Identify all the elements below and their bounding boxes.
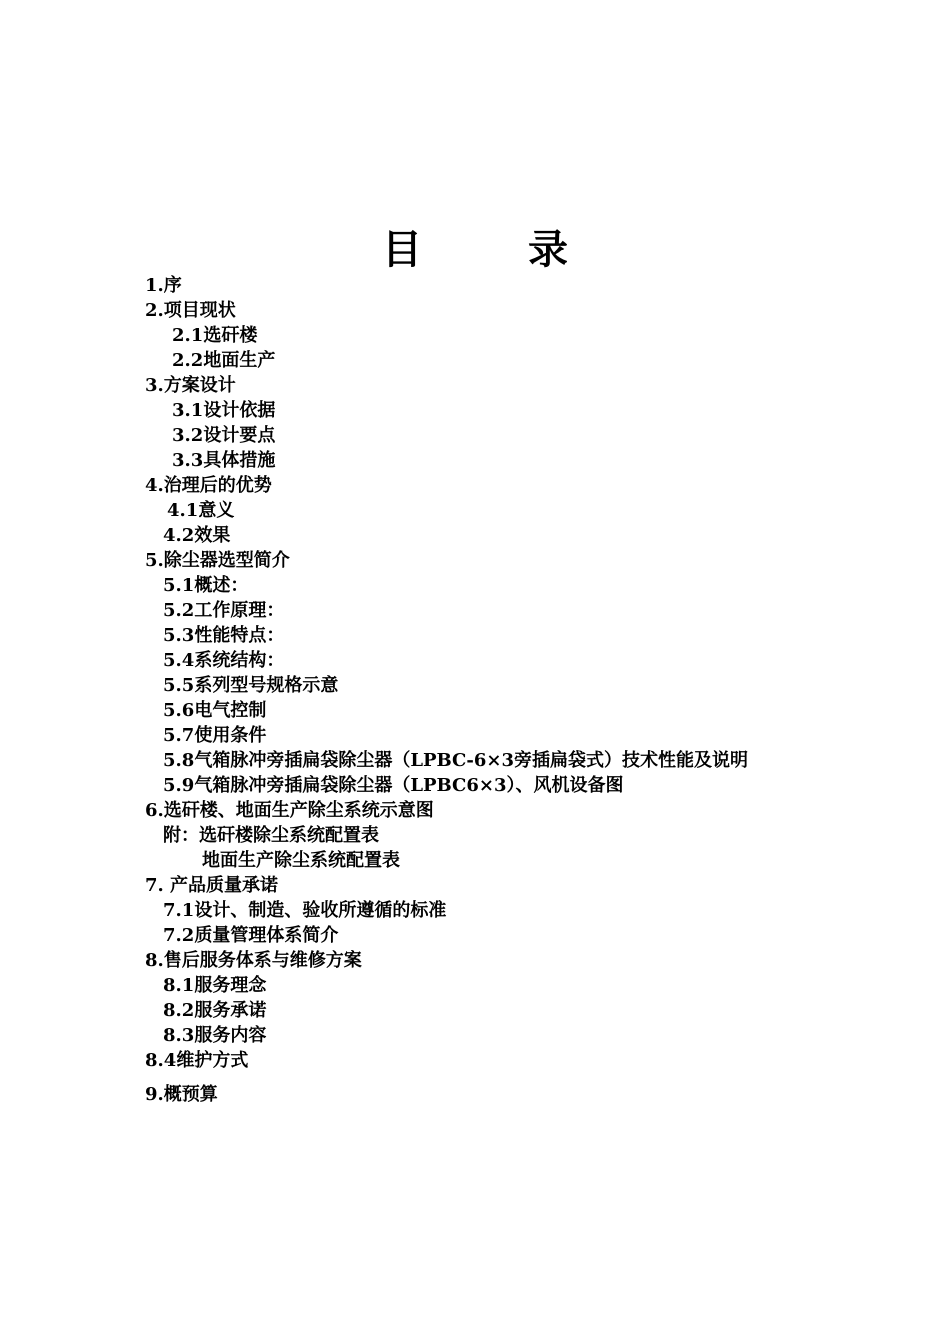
toc-item-2: 2.项目现状 [145, 300, 236, 321]
toc-item-5-4: 5.4系统结构： [163, 650, 285, 671]
toc-item-2-2: 2.2地面生产 [172, 350, 276, 371]
toc-item-3: 3.方案设计 [145, 375, 236, 396]
toc-item-9: 9.概预算 [145, 1084, 218, 1105]
toc-item-5-6: 5.6电气控制 [163, 700, 267, 721]
toc-item-8-4: 8.4维护方式 [145, 1050, 249, 1071]
toc-item-8-2: 8.2服务承诺 [163, 1000, 267, 1021]
toc-item-5-3: 5.3性能特点： [163, 625, 285, 646]
toc-item-2-1: 2.1选矸楼 [172, 325, 258, 346]
toc-item-appendix-1: 附：选矸楼除尘系统配置表 [163, 825, 379, 846]
toc-item-8: 8.售后服务体系与维修方案 [145, 950, 362, 971]
toc-item-4: 4.治理后的优势 [145, 475, 272, 496]
page-title: 目 录 [382, 226, 614, 273]
toc-item-7-2: 7.2质量管理体系简介 [163, 925, 339, 946]
toc-item-3-1: 3.1设计依据 [172, 400, 276, 421]
toc-item-7-1: 7.1设计、制造、验收所遵循的标准 [163, 900, 447, 921]
toc-item-4-1: 4.1意义 [167, 500, 235, 521]
toc-item-5-2: 5.2工作原理： [163, 600, 285, 621]
toc-item-appendix-2: 地面生产除尘系统配置表 [202, 850, 400, 871]
toc-item-5-8: 5.8气箱脉冲旁插扁袋除尘器（LPBC-6×3旁插扁袋式）技术性能及说明 [163, 750, 748, 771]
toc-item-5-1: 5.1概述： [163, 575, 249, 596]
toc-item-8-3: 8.3服务内容 [163, 1025, 267, 1046]
toc-item-3-2: 3.2设计要点 [172, 425, 276, 446]
toc-item-7: 7. 产品质量承诺 [145, 875, 279, 896]
toc-item-5: 5.除尘器选型简介 [145, 550, 290, 571]
toc-item-5-7: 5.7使用条件 [163, 725, 267, 746]
toc-item-6: 6.选矸楼、地面生产除尘系统示意图 [145, 800, 434, 821]
toc-item-5-5: 5.5系列型号规格示意 [163, 675, 339, 696]
toc-item-1: 1.序 [145, 275, 182, 296]
toc-item-4-2: 4.2效果 [163, 525, 231, 546]
toc-item-3-3: 3.3具体措施 [172, 450, 276, 471]
toc-item-8-1: 8.1服务理念 [163, 975, 267, 996]
toc-item-5-9: 5.9气箱脉冲旁插扁袋除尘器（LPBC6×3）、风机设备图 [163, 775, 624, 796]
